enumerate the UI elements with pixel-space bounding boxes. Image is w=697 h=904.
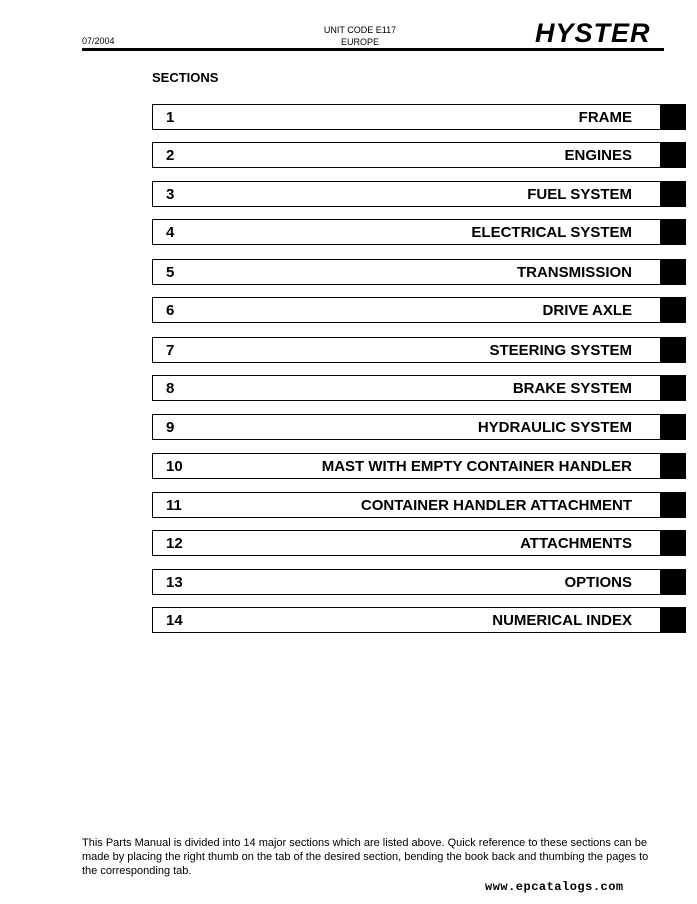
section-title: ENGINES [564, 147, 632, 164]
section-number: 12 [166, 535, 183, 552]
section-title: TRANSMISSION [516, 264, 632, 281]
unit-code-label: UNIT CODE E117 [323, 25, 397, 35]
section-row-12[interactable] [152, 530, 682, 556]
section-title: FUEL SYSTEM [527, 186, 632, 203]
section-row-8[interactable] [152, 375, 682, 401]
section-title: FRAME [578, 109, 632, 126]
section-number: 7 [166, 342, 175, 359]
sections-heading: SECTIONS [152, 70, 219, 85]
section-box [152, 569, 661, 595]
section-number: 6 [166, 302, 175, 319]
section-row-10[interactable] [152, 453, 682, 479]
section-title: ATTACHMENTS [520, 535, 632, 552]
section-number: 1 [166, 109, 175, 126]
section-thumb-tab[interactable] [660, 453, 686, 479]
section-thumb-tab[interactable] [660, 530, 686, 556]
section-number: 13 [166, 574, 183, 591]
section-title: NUMERICAL INDEX [492, 612, 632, 629]
section-box [152, 337, 661, 363]
unit-code-block [300, 24, 420, 48]
section-number: 9 [166, 419, 175, 436]
section-number: 11 [166, 497, 182, 514]
section-thumb-tab[interactable] [660, 569, 686, 595]
section-thumb-tab[interactable] [660, 181, 686, 207]
section-box [152, 104, 661, 130]
header-rule [82, 48, 664, 51]
section-number: 10 [166, 458, 183, 475]
section-title: ELECTRICAL SYSTEM [471, 224, 632, 241]
section-thumb-tab[interactable] [660, 607, 686, 633]
section-title: CONTAINER HANDLER ATTACHMENT [360, 497, 632, 514]
section-thumb-tab[interactable] [660, 375, 686, 401]
section-box [152, 375, 661, 401]
section-row-7[interactable] [152, 337, 682, 363]
section-row-2[interactable] [152, 142, 682, 168]
section-row-11[interactable] [152, 492, 682, 518]
section-thumb-tab[interactable] [660, 337, 686, 363]
hyster-logo: HYSTER [535, 18, 651, 48]
section-box [152, 607, 661, 633]
section-box [152, 219, 661, 245]
section-number: 14 [166, 612, 183, 629]
section-title: OPTIONS [564, 574, 632, 591]
section-row-5[interactable] [152, 259, 682, 285]
section-row-1[interactable] [152, 104, 682, 130]
section-thumb-tab[interactable] [660, 297, 686, 323]
section-thumb-tab[interactable] [660, 142, 686, 168]
section-row-3[interactable] [152, 181, 682, 207]
section-row-14[interactable] [152, 607, 682, 633]
date-label: 07/2004 [82, 36, 115, 46]
section-thumb-tab[interactable] [660, 414, 686, 440]
section-thumb-tab[interactable] [660, 104, 686, 130]
section-number: 5 [166, 264, 175, 281]
footer-instructions: This Parts Manual is divided into 14 major sections which are listed above. Quick reference to these sections can be made by placing the right thumb on the tab of the desired section, bending the book back and thumbing the pages to the corresponding tab. [82, 837, 649, 877]
section-box [152, 530, 661, 556]
section-row-4[interactable] [152, 219, 682, 245]
website-watermark: www.epcatalogs.com [485, 880, 624, 894]
section-box [152, 297, 661, 323]
section-row-6[interactable] [152, 297, 682, 323]
section-box [152, 414, 661, 440]
section-title: STEERING SYSTEM [489, 342, 632, 359]
section-title: DRIVE AXLE [542, 302, 632, 319]
section-title: BRAKE SYSTEM [512, 380, 632, 397]
section-number: 4 [166, 224, 175, 241]
section-box [152, 259, 661, 285]
section-box [152, 181, 661, 207]
section-thumb-tab[interactable] [660, 219, 686, 245]
section-number: 3 [166, 186, 175, 203]
section-thumb-tab[interactable] [660, 492, 686, 518]
section-title: HYDRAULIC SYSTEM [477, 419, 632, 436]
section-box [152, 492, 661, 518]
section-thumb-tab[interactable] [660, 259, 686, 285]
section-row-13[interactable] [152, 569, 682, 595]
section-box [152, 453, 661, 479]
section-box [152, 142, 661, 168]
region-label: EUROPE [340, 37, 379, 47]
section-number: 8 [166, 380, 175, 397]
section-number: 2 [166, 147, 175, 164]
section-row-9[interactable] [152, 414, 682, 440]
section-title: MAST WITH EMPTY CONTAINER HANDLER [321, 458, 632, 475]
